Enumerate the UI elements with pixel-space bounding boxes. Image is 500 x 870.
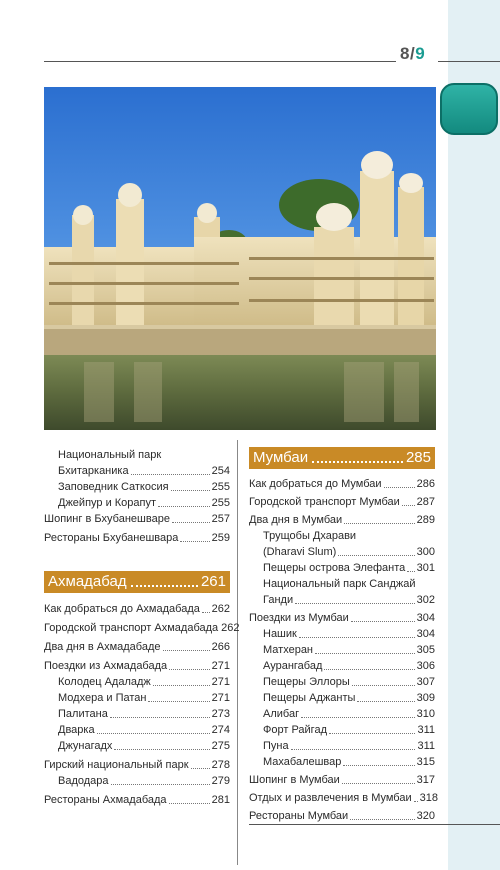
toc-entry[interactable] (44, 530, 230, 546)
toc-entry-title: Два дня в Ахмадабаде (44, 641, 161, 653)
toc-entry-page: 259 (211, 532, 230, 544)
toc-entry-title: Джейпур и Корапут (58, 497, 157, 509)
toc-entry[interactable] (249, 610, 435, 626)
toc-entry[interactable] (249, 544, 435, 560)
toc-entry-page: 300 (416, 546, 435, 558)
toc-entry[interactable] (249, 476, 435, 492)
toc-entry-page: 266 (211, 641, 230, 653)
toc-entry-title: Аурангабад (263, 660, 323, 672)
toc-entry-page: 254 (211, 465, 230, 477)
section-page: 261 (200, 573, 226, 590)
toc-entry[interactable] (249, 754, 435, 770)
toc-entry-title: Городской транспорт Ахмадабада (44, 622, 219, 634)
toc-entry-title: Поездки из Мумбаи (249, 612, 349, 624)
chapter-tab[interactable] (440, 83, 498, 135)
toc-entry-page: 311 (417, 724, 435, 736)
toc-entry[interactable] (249, 808, 435, 824)
toc-entry-page: 301 (416, 562, 435, 574)
page-current: 8 (400, 44, 410, 63)
toc-entry-title: Пещеры Эллоры (263, 676, 350, 688)
left-toc-top (44, 447, 230, 546)
toc-entry[interactable] (249, 494, 435, 510)
toc-entry[interactable] (249, 690, 435, 706)
toc-entry[interactable] (249, 592, 435, 608)
toc-entry-title: Модхера и Патан (58, 692, 147, 704)
page-total: 9 (415, 44, 426, 63)
section-page: 285 (405, 449, 431, 466)
toc-entry[interactable] (44, 773, 230, 789)
toc-entry-title: Как добраться до Мумбаи (249, 478, 382, 490)
toc-entry[interactable] (44, 639, 230, 655)
toc-entry-page: 278 (211, 759, 230, 771)
toc-entry-page: 271 (211, 660, 230, 672)
toc-entry[interactable] (44, 463, 230, 479)
toc-entry[interactable] (44, 738, 230, 754)
toc-entry[interactable] (249, 706, 435, 722)
toc-entry-page: 287 (416, 496, 435, 508)
toc-entry-title: Алибаг (263, 708, 300, 720)
toc-entry-title: Гирский национальный парк (44, 759, 189, 771)
toc-entry[interactable] (44, 706, 230, 722)
toc-entry[interactable] (44, 674, 230, 690)
section-heading-ahmadabad[interactable] (44, 571, 230, 593)
toc-entry-title: Бхитарканика (58, 465, 129, 477)
toc-entry[interactable] (249, 674, 435, 690)
toc-entry-title: Джунагадх (58, 740, 113, 752)
toc-entry[interactable] (44, 601, 230, 617)
page-separator: / (409, 44, 416, 63)
toc-entry-line: Национальный парк Санджай (263, 578, 416, 590)
toc-entry[interactable] (44, 620, 240, 636)
toc-entry[interactable] (249, 722, 435, 738)
toc-entry-title: Пещеры острова Элефанта (263, 562, 406, 574)
toc-entry-title: Матхеран (263, 644, 314, 656)
toc-entry[interactable] (44, 511, 230, 527)
toc-entry-page: 309 (416, 692, 435, 704)
section-heading-mumbai[interactable] (249, 447, 435, 469)
toc-entry-title: Как добраться до Ахмадабада (44, 603, 200, 615)
toc-entry-title: (Dharavi Slum) (263, 546, 337, 558)
toc-entry[interactable] (249, 738, 435, 754)
header-rule (44, 61, 396, 62)
toc-entry-title: Заповедник Саткосия (58, 481, 169, 493)
toc-entry-title: Пуна (263, 740, 289, 752)
toc-entry-title: Шопинг в Бхубанешваре (44, 513, 170, 525)
toc-entry[interactable] (249, 560, 435, 576)
toc-entry-title: Форт Райгад (263, 724, 327, 736)
header-rule-right (438, 61, 500, 62)
toc-entry-page: 271 (211, 692, 230, 704)
toc-entry[interactable] (44, 757, 230, 773)
toc-entry-line: Трущобы Дхарави (263, 530, 357, 542)
toc-entry-page: 262 (211, 603, 230, 615)
toc-entry[interactable] (44, 495, 230, 511)
toc-entry-page: 307 (416, 676, 435, 688)
toc-entry-title: Городской транспорт Мумбаи (249, 496, 400, 508)
toc-entry-page: 317 (416, 774, 435, 786)
column-divider (237, 440, 238, 865)
footer-rule (249, 824, 500, 825)
toc-entry-title: Дварка (58, 724, 95, 736)
toc-entry-page: 255 (211, 497, 230, 509)
toc-entry-title: Махабалешвар (263, 756, 342, 768)
toc-entry-title: Отдых и развлечения в Мумбаи (249, 792, 412, 804)
toc-entry[interactable] (249, 512, 435, 528)
toc-entry-page: 320 (416, 810, 435, 822)
toc-entry-page: 286 (416, 478, 435, 490)
toc-entry-page: 289 (416, 514, 435, 526)
toc-entry-page: 306 (416, 660, 435, 672)
right-toc-mumbai (249, 476, 438, 824)
section-title: Мумбаи (253, 449, 309, 466)
toc-entry-title: Шопинг в Мумбаи (249, 774, 340, 786)
toc-entry-title: Колодец Адаладж (58, 676, 151, 688)
toc-entry-page: 275 (211, 740, 230, 752)
toc-entry[interactable] (44, 658, 230, 674)
toc-entry-page: 262 (221, 622, 240, 634)
toc-entry-page: 255 (211, 481, 230, 493)
toc-entry-page: 304 (416, 628, 435, 640)
toc-entry[interactable] (44, 690, 230, 706)
left-toc-ahmadabad (44, 601, 240, 808)
toc-entry-page: 281 (211, 794, 230, 806)
toc-entry[interactable] (249, 772, 435, 788)
toc-entry-title: Палитана (58, 708, 108, 720)
toc-entry-line: Национальный парк (58, 449, 162, 461)
toc-entry-page: 279 (211, 775, 230, 787)
palace-photo (44, 87, 436, 430)
page-number (400, 44, 425, 64)
toc-entry-title: Два дня в Мумбаи (249, 514, 343, 526)
toc-entry[interactable] (249, 790, 438, 806)
toc-entry-page: 310 (416, 708, 435, 720)
toc-entry-page: 305 (416, 644, 435, 656)
toc-entry[interactable] (249, 658, 435, 674)
toc-entry-page: 318 (419, 792, 438, 804)
toc-entry-title: Вадодара (58, 775, 109, 787)
section-title: Ахмадабад (48, 573, 127, 590)
toc-entry-page: 302 (416, 594, 435, 606)
toc-entry[interactable] (44, 792, 230, 808)
toc-entry-title: Рестораны Ахмадабада (44, 794, 167, 806)
toc-entry-page: 304 (416, 612, 435, 624)
toc-entry[interactable] (44, 722, 230, 738)
toc-entry[interactable] (44, 479, 230, 495)
toc-entry-page: 274 (211, 724, 230, 736)
toc-entry-page: 271 (211, 676, 230, 688)
toc-entry-page: 311 (417, 740, 435, 752)
toc-entry-title: Ганди (263, 594, 294, 606)
toc-entry-title: Нашик (263, 628, 297, 640)
toc-entry-title: Пещеры Аджанты (263, 692, 356, 704)
toc-entry-title: Поездки из Ахмадабада (44, 660, 168, 672)
toc-entry-page: 257 (211, 513, 230, 525)
toc-entry[interactable] (249, 642, 435, 658)
toc-entry[interactable] (249, 626, 435, 642)
toc-entry-title: Рестораны Мумбаи (249, 810, 349, 822)
toc-entry-title: Рестораны Бхубанешвара (44, 532, 179, 544)
toc-entry-page: 315 (416, 756, 435, 768)
toc-entry-page: 273 (211, 708, 230, 720)
